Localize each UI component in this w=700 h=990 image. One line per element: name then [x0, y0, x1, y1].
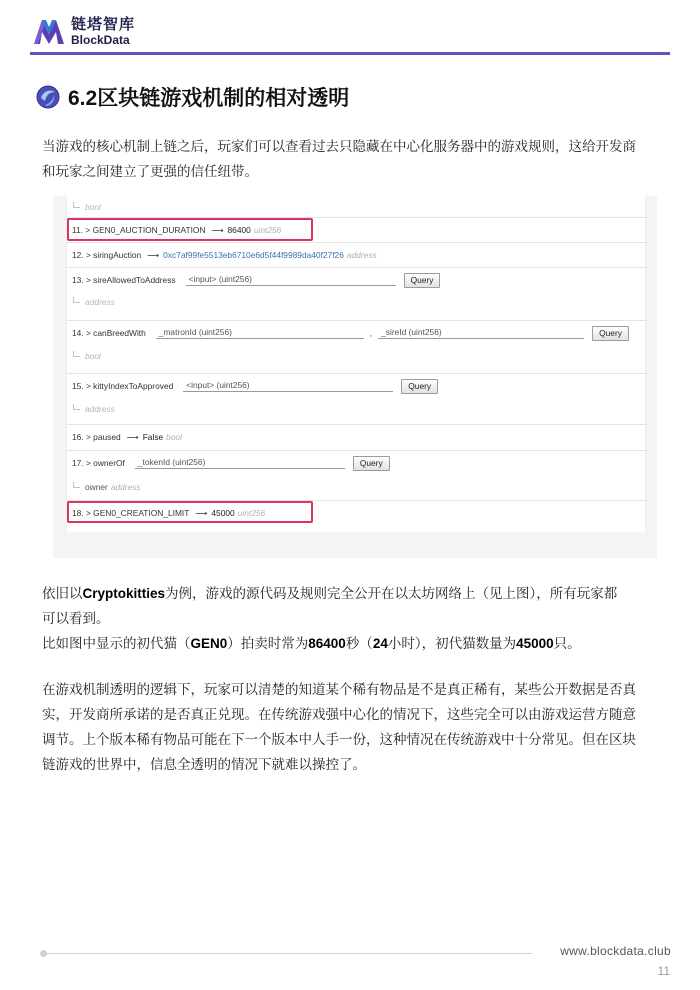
bold-number: 86400 [308, 636, 346, 651]
text-span: 秒（ [345, 636, 373, 651]
contract-screenshot [53, 196, 657, 558]
intro-line: 当游戏的核心机制上链之后，玩家们可以查看过去只隐藏在中心化服务器中的游戏规则，这给开发商 [42, 139, 636, 154]
logo-english-name: BlockData [71, 32, 130, 47]
query-button[interactable]: Query [401, 379, 438, 394]
return-name: owner [85, 482, 108, 492]
intro-paragraph [42, 134, 660, 184]
return-type-row [67, 400, 647, 418]
row-value: 45000 [211, 508, 235, 518]
bold-number: 45000 [516, 636, 554, 651]
footer-url[interactable]: www.blockdata.club [560, 944, 671, 958]
text-span: 只。 [553, 636, 581, 651]
matron-id-input[interactable]: _matronId (uint256) [156, 327, 364, 339]
uint256-input[interactable]: <input> (uint256) [186, 274, 396, 286]
arrow-right-icon: ⟶ [211, 225, 224, 235]
contract-row-14 [67, 320, 647, 345]
header [32, 14, 135, 48]
arrow-right-icon: ⟶ [126, 432, 139, 442]
blue-orb-icon [36, 85, 60, 109]
return-type: address [85, 404, 115, 414]
row-value: 86400 [227, 225, 251, 235]
text-span: 小时），初代猫数量为 [387, 636, 517, 651]
argument-separator: , [369, 328, 373, 338]
contract-read-panel [66, 196, 646, 532]
contract-row-16 [67, 424, 647, 449]
example-line [42, 581, 660, 606]
return-type: bool [85, 202, 101, 212]
footer-divider [42, 953, 532, 954]
highlight-box-gen0-auction [67, 218, 313, 241]
tree-elbow-icon [73, 351, 80, 357]
row-label: 15. > kittyIndexToApproved [72, 381, 174, 391]
bold-term: GEN0 [190, 636, 228, 651]
header-divider [30, 52, 670, 55]
example-line: 可以看到。 [42, 611, 110, 626]
query-button[interactable]: Query [404, 273, 441, 288]
arrow-right-icon: ⟶ [147, 250, 160, 260]
return-type-row [67, 293, 647, 311]
text-span: 依旧以 [42, 586, 83, 601]
value-type: uint256 [253, 225, 282, 235]
row-label: 11. > GEN0_AUCTION_DURATION [72, 225, 206, 235]
address-link[interactable]: 0xc7af99fe5513eb6710e6d5f44f9989da40f27f26 [163, 250, 344, 260]
value-type: address [346, 250, 377, 260]
logic-line: 在游戏机制透明的逻辑下，玩家可以清楚的知道某个稀有物品是不是真正稀有，某些公开数据是否真 [42, 682, 636, 697]
token-id-input[interactable]: _tokenId (uint256) [135, 457, 345, 469]
tree-elbow-icon [73, 297, 80, 303]
return-type-row [67, 347, 647, 365]
return-type: address [85, 297, 115, 307]
logic-paragraph [42, 677, 660, 777]
arrow-right-icon: ⟶ [195, 508, 208, 518]
section-title: 6.2区块链游戏机制的相对透明 [68, 87, 350, 110]
value-type: uint256 [237, 508, 266, 518]
contract-row-17 [67, 450, 647, 475]
value-type: bool [166, 432, 183, 442]
logic-line: 链游戏的世界中，信息全透明的情况下就难以操控了。 [42, 757, 366, 772]
row-value: False [142, 432, 164, 442]
logo-text [71, 17, 135, 46]
contract-row-12 [67, 242, 647, 267]
sire-id-input[interactable]: _sireId (uint256) [378, 327, 584, 339]
row-label: 16. > paused [72, 432, 121, 442]
logo-chinese-name: 链塔智库 [71, 15, 136, 33]
logic-line: 调节。上个版本稀有物品可能在下一个版本中人手一份，这种情况在传统游戏中十分常见。但在区块 [42, 732, 636, 747]
query-button[interactable]: Query [592, 326, 629, 341]
bold-number: 24 [372, 636, 388, 651]
bold-term: Cryptokitties [82, 586, 166, 601]
query-button[interactable]: Query [353, 456, 390, 471]
row-label: 14. > canBreedWith [72, 328, 146, 338]
logic-line: 实，开发商所承诺的是否真正兑现。在传统游戏强中心化的情况下，这些完全可以由游戏运营方随意 [42, 707, 636, 722]
blockdata-logo-icon [32, 16, 66, 46]
row-label: 18. > GEN0_CREATION_LIMIT [72, 508, 190, 518]
highlight-box-gen0-limit [67, 501, 313, 523]
return-type-row [67, 478, 647, 496]
intro-line: 和玩家之间建立了更强的信任纽带。 [42, 164, 258, 179]
tree-elbow-icon [73, 482, 80, 488]
return-type-row [67, 198, 647, 216]
tree-elbow-icon [73, 404, 80, 410]
row-label: 12. > siringAuction [72, 250, 142, 260]
page-number: 11 [657, 964, 670, 978]
example-paragraph [42, 581, 660, 656]
contract-row-13 [67, 267, 647, 292]
uint256-input[interactable]: <input> (uint256) [183, 380, 393, 392]
row-label: 17. > ownerOf [72, 458, 125, 468]
row-label: 13. > sireAllowedToAddress [72, 275, 176, 285]
text-span: ）拍卖时常为 [227, 636, 309, 651]
value-type: address [110, 482, 141, 492]
text-span: 为例，游戏的源代码及规则完全公开在以太坊网络上（见上图），所有玩家都 [165, 586, 618, 601]
section-heading [36, 82, 349, 112]
text-span: 比如图中显示的初代猫（ [42, 636, 191, 651]
tree-elbow-icon [73, 202, 80, 208]
example-line [42, 631, 660, 656]
contract-row-15 [67, 373, 647, 398]
return-type: bool [85, 351, 101, 361]
